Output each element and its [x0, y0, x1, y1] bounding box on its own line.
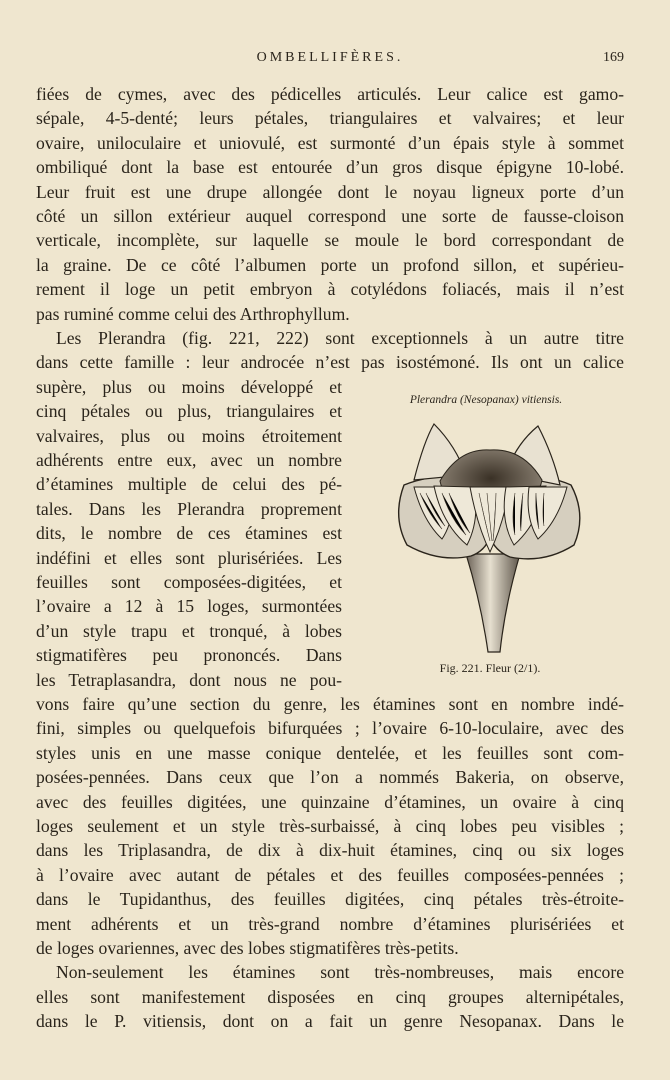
text-line: dits, le nombre de ces étamines est — [36, 523, 342, 544]
text-line: Leur fruit est une drupe allongée dont le noyau ligneux porte d’un — [36, 181, 624, 202]
running-head: OMBELLIFÈRES. — [256, 50, 404, 65]
text-line: avec des feuilles digitées, une quinzaine d’étamines, un ovaire à cinq — [36, 791, 624, 812]
text-line: ment adhérents et un très-grand nombre d’étamines plurisériées et — [36, 913, 624, 934]
text-line: ovaire, uniloculaire et uniovulé, est surmonté d’un épais style à sommet — [36, 132, 624, 153]
text-line: styles unis en une masse conique dentelée, et les feuilles sont com- — [36, 742, 624, 763]
text-line: de loges ovariennes, avec des lobes stigmatifères très-petits. — [36, 938, 459, 958]
text-line: ombiliqué dont la base est entourée d’un gros disque épigyne 10-lobé. — [36, 157, 624, 178]
text-line: rement il loge un petit embryon à cotylédons foliacés, mais il n’est — [36, 279, 624, 300]
text-line: d’étamines multiple de celui des pé- — [36, 474, 342, 495]
text-line: posées-pennées. Dans ceux que l’on a nommés Bakeria, on observe, — [36, 767, 624, 788]
text-line: vons faire qu’une section du genre, les étamines sont en nombre indé- — [36, 694, 624, 714]
page-header — [36, 50, 624, 72]
text-line: dans cette famille : leur androcée n’est pas isostémoné. Ils ont un calice — [36, 352, 624, 373]
text-line: pas ruminé comme celui des Arthrophyllum. — [36, 303, 350, 324]
text-line: valvaires, plus ou moins étroitement — [36, 425, 342, 446]
text-line: côté un sillon extérieur auquel correspond une sorte de fausse-cloison — [36, 206, 624, 226]
text-line: cinq pétales ou plus, triangulaires et — [36, 401, 342, 422]
text-line: verticale, incomplète, sur laquelle se moule le bord correspondant de — [36, 230, 624, 251]
flower-illustration — [384, 417, 596, 662]
figure-caption: Fig. 221. Fleur (2/1). — [439, 661, 541, 675]
text-line: tales. Dans les Plerandra proprement — [36, 498, 342, 519]
text-line: l’ovaire a 12 à 15 loges, surmontées — [36, 596, 342, 617]
text-line: stigmatifères peu prononcés. Dans — [36, 645, 342, 666]
text-line: d’un style trapu et tronqué, à lobes — [36, 620, 342, 641]
text-line: supère, plus ou moins développé et — [36, 376, 342, 397]
text-line: loges seulement et un style très-surbaissé, à cinq lobes peu visibles ; — [36, 816, 624, 836]
figure-title: Plerandra (Nesopanax) vitiensis. — [409, 394, 563, 406]
text-line: Non-seulement les étamines sont très-nombreuses, mais encore — [56, 962, 624, 983]
text-line: indéfini et elles sont plurisériées. Les — [36, 547, 342, 568]
text-line: à l’ovaire avec autant de pétales et des feuilles composées-pennées ; — [36, 864, 624, 885]
page-number: 169 — [603, 50, 624, 65]
text-line: adhérents entre eux, avec un nombre — [36, 450, 342, 470]
text-line: la graine. De ce côté l’albumen porte un profond sillon, et supérieu- — [36, 254, 624, 275]
text-line: dans les Triplasandra, de dix à dix-huit étamines, cinq ou six loges — [36, 840, 624, 861]
text-line: feuilles sont composées-digitées, et — [36, 572, 342, 592]
text-line: dans le P. vitiensis, dont on a fait un genre Nesopanax. Dans le — [36, 1011, 624, 1032]
text-line: dans le Tupidanthus, des feuilles digitées, cinq pétales très-étroite- — [36, 889, 624, 910]
text-line: Les Plerandra (fig. 221, 222) sont exceptionnels à un autre titre — [56, 328, 624, 348]
text-line: fini, simples ou quelquefois bifurquées ; l’ovaire 6-10-loculaire, avec des — [36, 718, 624, 739]
text-line: les Tetraplasandra, dont nous ne pou- — [36, 669, 342, 690]
text-line: sépale, 4-5-denté; leurs pétales, triangulaires et valvaires; et leur — [36, 108, 624, 129]
text-line: elles sont manifestement disposées en cinq groupes alternipétales, — [36, 986, 624, 1007]
text-line: fiées de cymes, avec des pédicelles articulés. Leur calice est gamo- — [36, 84, 624, 104]
